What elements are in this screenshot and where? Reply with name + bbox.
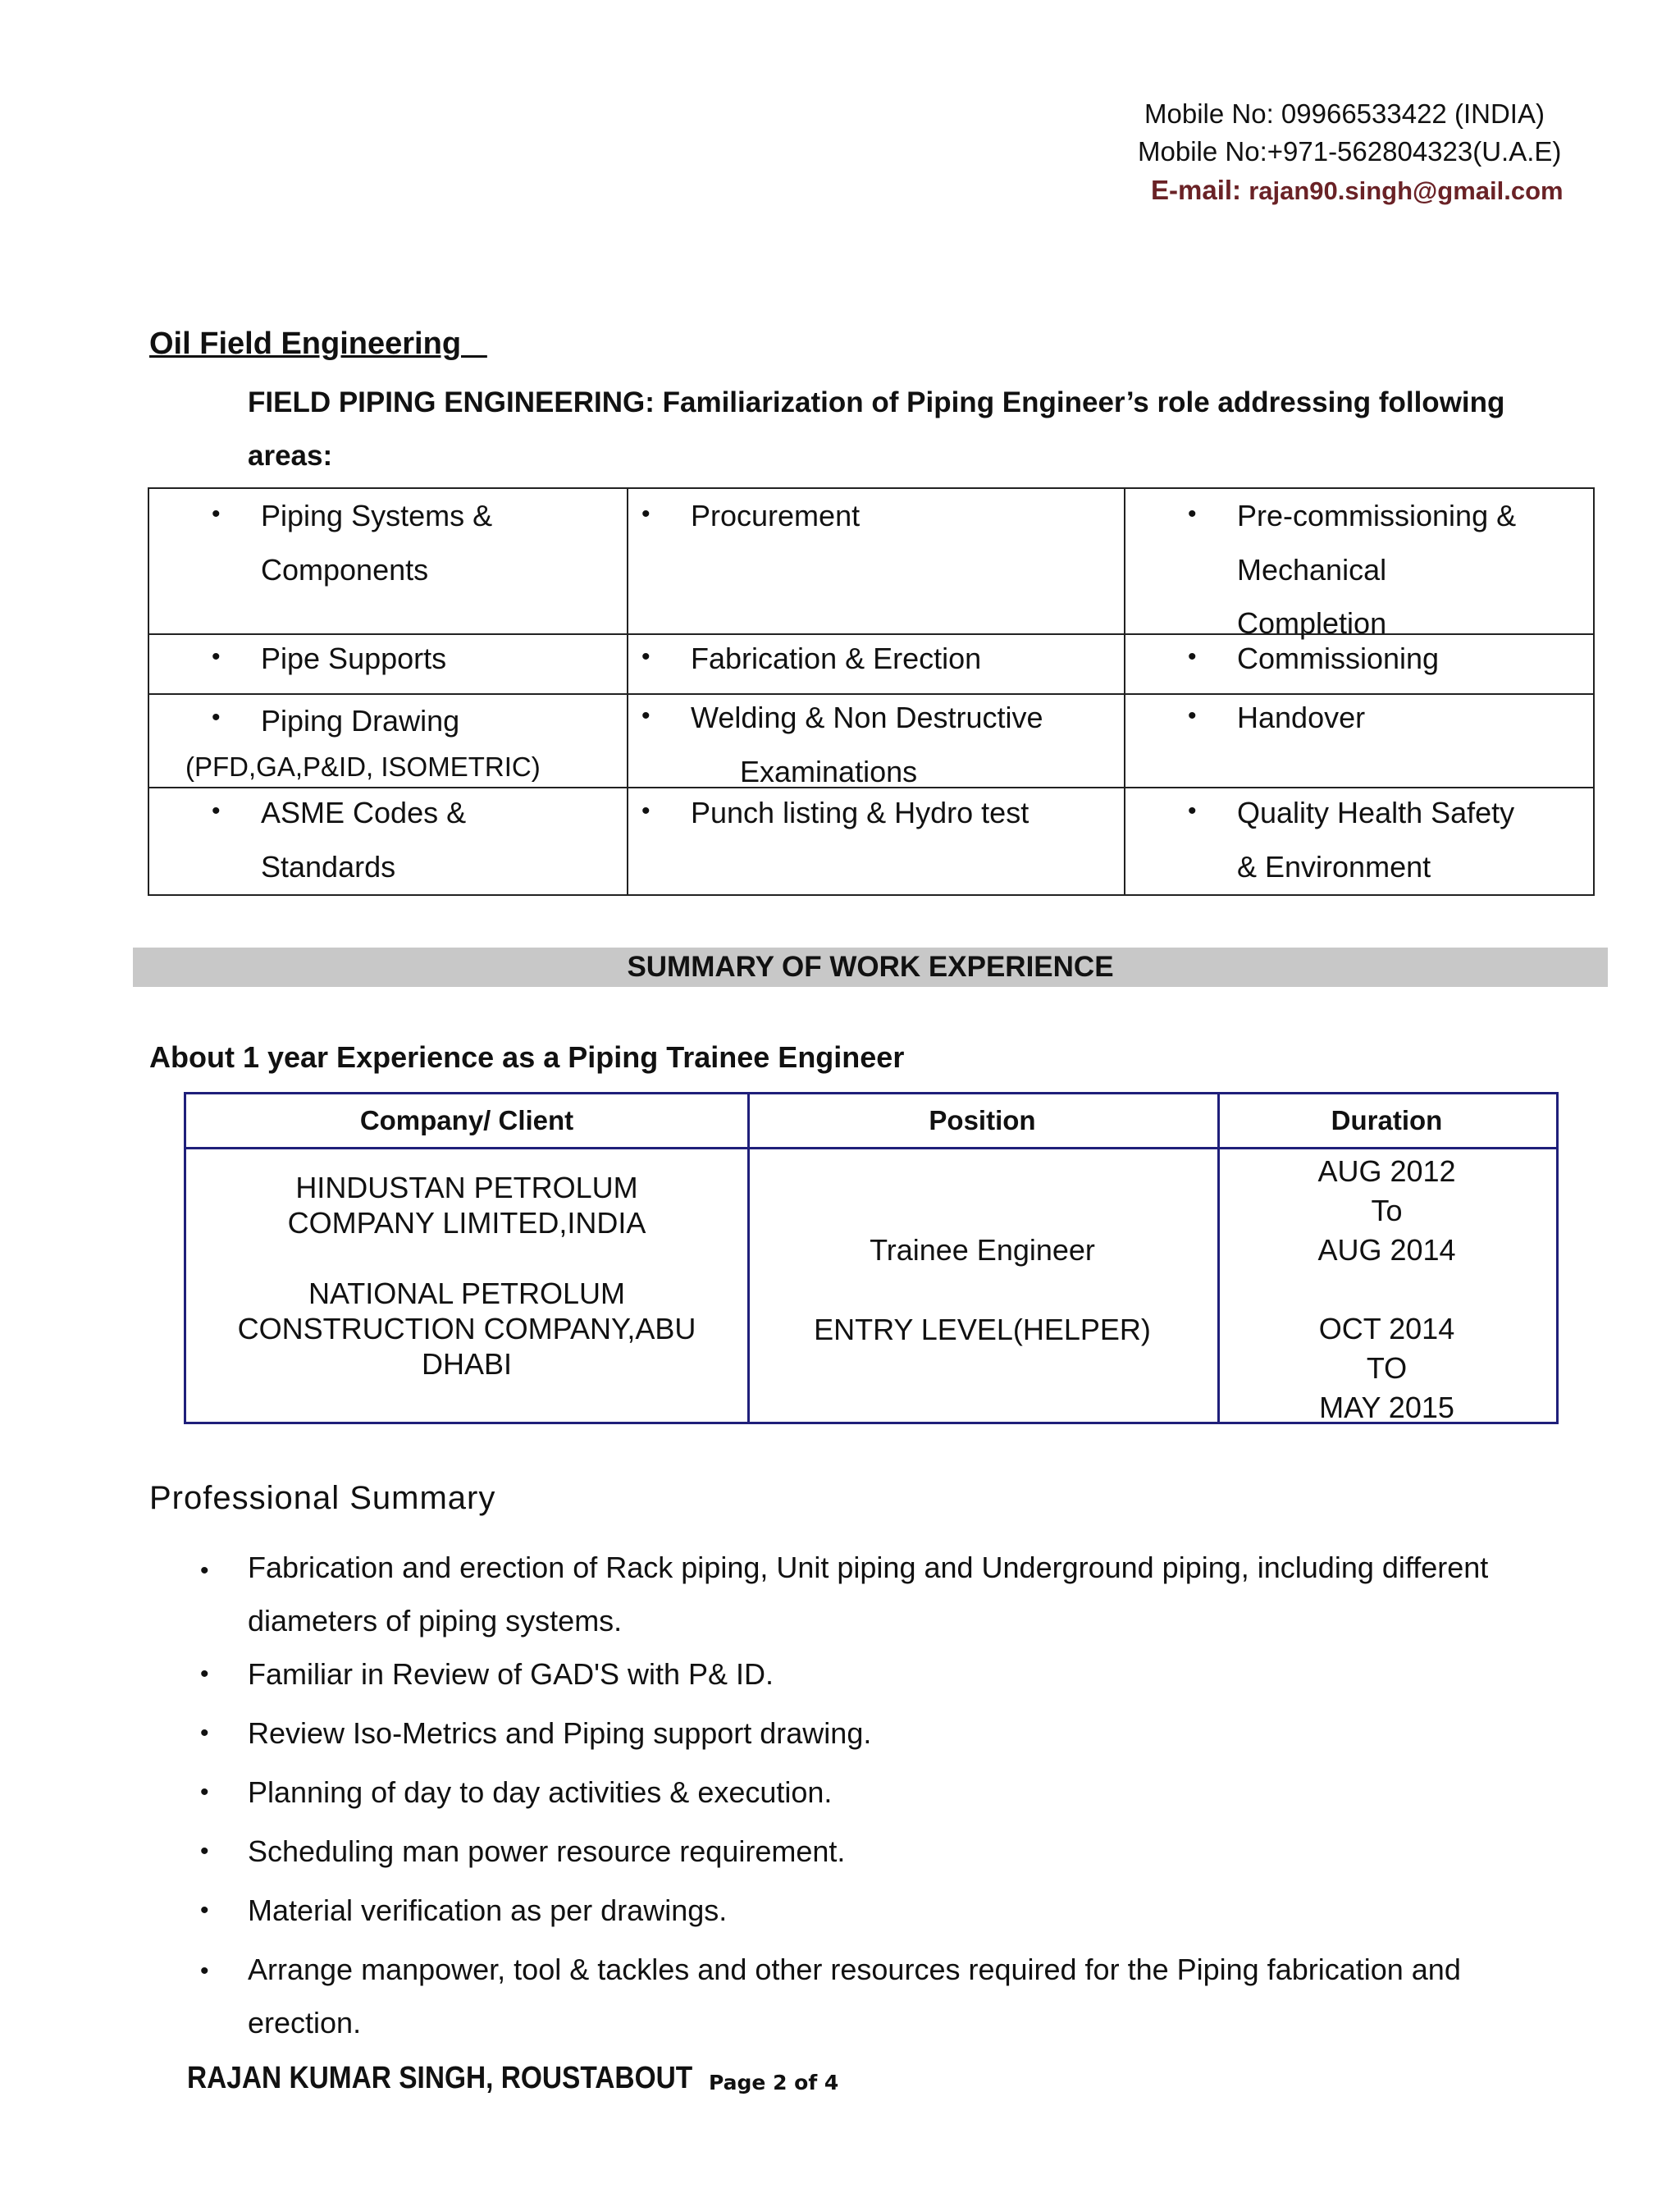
area-item: Commissioning <box>1237 642 1440 675</box>
email-address[interactable]: rajan90.singh@gmail.com <box>1249 176 1564 205</box>
bullet-icon: • <box>200 1557 209 1584</box>
summary-item: Arrange manpower, tool & tackles and other resources required for the Piping fabrication and erection. <box>248 1953 1461 2040</box>
area-item: Handover <box>1237 701 1366 734</box>
area-item: Pipe Supports <box>261 642 447 675</box>
bullet-icon: • <box>212 643 221 670</box>
mobile-india: Mobile No: 09966533422 (INDIA) <box>1144 98 1545 129</box>
bullet-icon: • <box>641 500 651 528</box>
mobile-uae: Mobile No:+971-562804323(U.A.E) <box>1138 136 1562 167</box>
area-item: ASME Codes & Standards <box>261 796 467 884</box>
footer-name: RAJAN KUMAR SINGH, ROUSTABOUT <box>187 2061 693 2095</box>
bullet-icon: • <box>1188 797 1197 824</box>
areas-table <box>148 487 1595 896</box>
intro-text: FIELD PIPING ENGINEERING: Familiarization of Piping Engineer’s role addressing following areas: <box>248 386 1505 472</box>
duration-cell: AUG 2012 To AUG 2014 OCT 2014 TO MAY 2015 <box>1317 1154 1456 1424</box>
section-title-oil-field: Oil Field Engineering <box>149 327 462 361</box>
bullet-icon: • <box>212 500 221 528</box>
summary-item: Review Iso-Metrics and Piping support drawing. <box>248 1716 872 1750</box>
email-line <box>1151 175 1564 206</box>
header-duration: Duration <box>1331 1105 1443 1135</box>
bullet-icon: • <box>200 1838 209 1865</box>
header-company: Company/ Client <box>359 1105 574 1135</box>
area-item: Quality Health Safety & Environment <box>1237 796 1515 884</box>
area-item: Procurement <box>691 499 861 532</box>
area-item: Piping Systems & Components <box>261 499 493 587</box>
experience-title: About 1 year Experience as a Piping Trainee Engineer <box>149 1040 905 1074</box>
position-1: Trainee Engineer <box>870 1233 1095 1267</box>
summary-band: SUMMARY OF WORK EXPERIENCE <box>133 948 1608 987</box>
company-cell: HINDUSTAN PETROLUM COMPANY LIMITED,INDIA NATIONAL PETROLUM CONSTRUCTION COMPANY,ABU DHABI <box>237 1171 696 1381</box>
header-position: Position <box>929 1105 1036 1135</box>
area-item: Punch listing & Hydro test <box>691 796 1029 829</box>
summary-item: Planning of day to day activities & execution. <box>248 1775 833 1809</box>
area-item-sub: (PFD,GA,P&ID, ISOMETRIC) <box>185 751 541 782</box>
summary-item: Fabrication and erection of Rack piping, Unit piping and Underground piping, including different diameters of piping systems. <box>248 1551 1489 1638</box>
bullet-icon: • <box>641 643 651 670</box>
email-label: E-mail: <box>1151 175 1242 205</box>
bullet-icon: • <box>200 1660 209 1688</box>
summary-item: Familiar in Review of GAD'S with P& ID. <box>248 1657 774 1691</box>
position-2: ENTRY LEVEL(HELPER) <box>814 1313 1151 1346</box>
area-item-sub: Examinations <box>740 755 918 788</box>
bullet-icon: • <box>212 704 221 731</box>
bullet-icon: • <box>641 797 651 824</box>
area-item: Welding & Non Destructive <box>691 701 1043 734</box>
experience-table <box>184 1092 1559 1424</box>
bullet-icon: • <box>1188 702 1197 729</box>
summary-item: Material verification as per drawings. <box>248 1893 728 1927</box>
bullet-icon: • <box>200 1779 209 1806</box>
professional-summary-title: Professional Summary <box>149 1480 496 1516</box>
area-item: Piping Drawing <box>261 704 460 738</box>
footer-page-number: Page 2 of 4 <box>709 2071 839 2094</box>
bullet-icon: • <box>200 1897 209 1924</box>
area-item: Pre-commissioning & Mechanical Completion <box>1237 499 1517 640</box>
bullet-icon: • <box>200 1720 209 1747</box>
area-item: Fabrication & Erection <box>691 642 982 675</box>
bullet-icon: • <box>1188 500 1197 528</box>
bullet-icon: • <box>1188 643 1197 670</box>
bullet-icon: • <box>641 702 651 729</box>
summary-item: Scheduling man power resource requirement. <box>248 1834 846 1868</box>
bullet-icon: • <box>200 1957 209 1985</box>
bullet-icon: • <box>212 797 221 824</box>
